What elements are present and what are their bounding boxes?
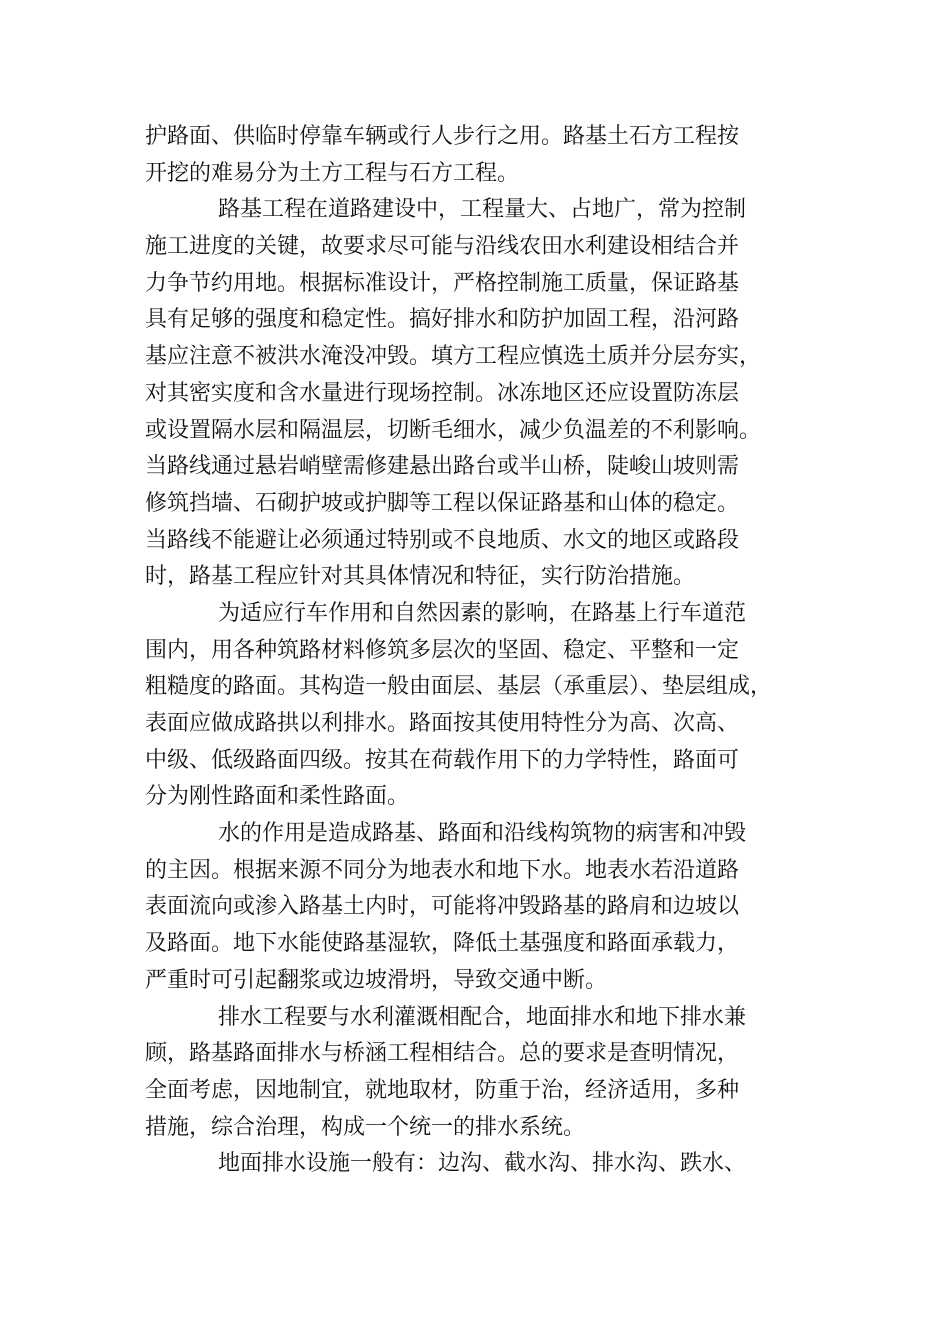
- text-line: 时，路基工程应针对其具体情况和特征，实行防治措施。: [145, 564, 696, 590]
- text-line: 基应注意不被洪水淹没冲毁。填方工程应慎选土质并分层夯实，: [145, 344, 762, 370]
- text-line: 地面排水设施一般有：边沟、截水沟、排水沟、跌水、: [218, 1151, 747, 1177]
- text-line: 开挖的难易分为土方工程与石方工程。: [145, 160, 520, 186]
- text-line: 修筑挡墙、石砌护坡或护脚等工程以保证路基和山体的稳定。: [145, 490, 740, 516]
- text-line: 措施，综合治理，构成一个统一的排水系统。: [145, 1114, 586, 1140]
- text-line: 路基工程在道路建设中，工程量大、占地广，常为控制: [218, 197, 747, 223]
- text-line: 施工进度的关键，故要求尽可能与沿线农田水利建设相结合并: [145, 234, 740, 260]
- text-line: 或设置隔水层和隔温层，切断毛细水，减少负温差的不利影响。: [145, 417, 762, 443]
- text-line: 表面应做成路拱以利排水。路面按其使用特性分为高、次高、: [145, 711, 740, 736]
- text-line: 顾，路基路面排水与桥涵工程相结合。总的要求是查明情况，: [145, 1041, 740, 1067]
- text-line: 的主因。根据来源不同分为地表水和地下水。地表水若沿道路: [145, 857, 740, 883]
- text-line: 具有足够的强度和稳定性。搞好排水和防护加固工程，沿河路: [145, 307, 740, 333]
- text-line: 为适应行车作用和自然因素的影响，在路基上行车道范: [218, 600, 747, 626]
- document-body: [145, 119, 815, 1183]
- text-line: 粗糙度的路面。其构造一般由面层、基层（承重层）、垫层组成，: [145, 674, 773, 700]
- text-line: 当路线不能避让必须通过特别或不良地质、水文的地区或路段: [145, 527, 740, 553]
- text-line: 中级、低级路面四级。按其在荷载作用下的力学特性，路面可: [145, 747, 740, 773]
- text-line: 对其密实度和含水量进行现场控制。冰冻地区还应设置防冻层: [145, 380, 740, 406]
- text-line: 当路线通过悬岩峭壁需修建悬出路台或半山桥，陡峻山坡则需: [145, 454, 740, 480]
- text-line: 全面考虑，因地制宜，就地取材，防重于治，经济适用，多种: [145, 1077, 740, 1103]
- text-line: 力争节约用地。根据标准设计，严格控制施工质量，保证路基: [145, 270, 740, 296]
- text-line: 及路面。地下水能使路基湿软，降低土基强度和路面承载力，: [145, 931, 740, 957]
- text-line: 围内，用各种筑路材料修筑多层次的坚固、稳定、平整和一定: [145, 637, 740, 663]
- text-line: 表面流向或渗入路基土内时，可能将冲毁路基的路肩和边坡以: [145, 894, 740, 920]
- text-line: 分为刚性路面和柔性路面。: [145, 784, 410, 810]
- text-line: 护路面、供临时停靠车辆或行人步行之用。路基土石方工程按: [145, 124, 740, 149]
- text-line: 水的作用是造成路基、路面和沿线构筑物的病害和冲毁: [218, 821, 747, 847]
- text-line: 排水工程要与水利灌溉相配合，地面排水和地下排水兼: [218, 1004, 747, 1030]
- text-line: 严重时可引起翻浆或边坡滑坍，导致交通中断。: [145, 967, 608, 993]
